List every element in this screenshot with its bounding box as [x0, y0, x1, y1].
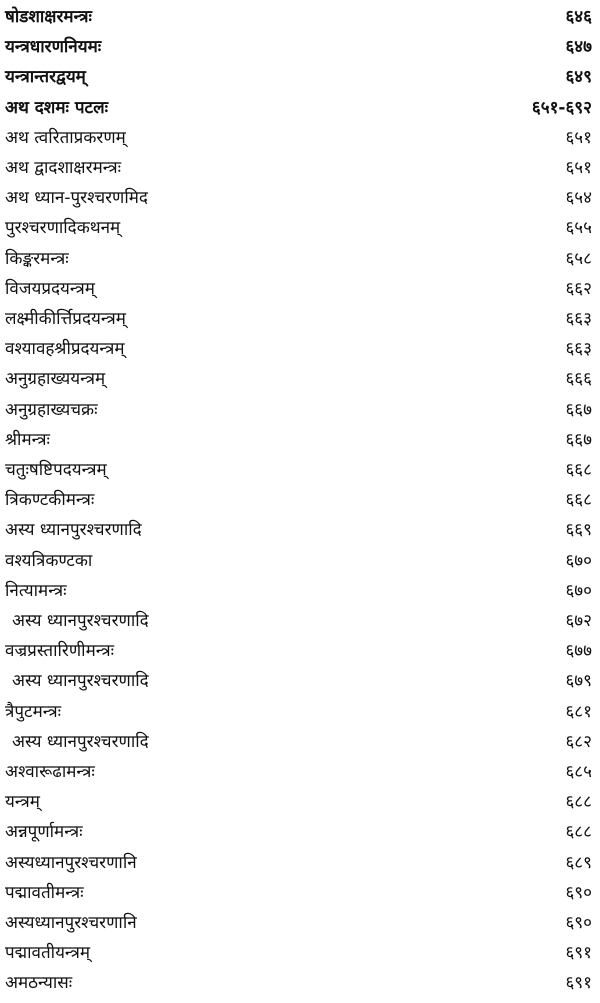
- toc-entry: [0, 365, 600, 394]
- toc-entry: [0, 33, 600, 62]
- toc-entry: [0, 547, 600, 576]
- toc-entry-page-number: ६५१: [565, 127, 592, 148]
- toc-entry-title: अमठन्यासः: [5, 973, 73, 994]
- toc-entry-title: अस्यध्यानपुरश्चरणानि: [5, 913, 137, 933]
- toc-entry-page-number: ६६८: [565, 490, 592, 511]
- toc-entry: [0, 214, 600, 243]
- toc-entry-page-number: ६६२: [565, 278, 592, 299]
- toc-entry-page-number: ६५५: [565, 218, 592, 239]
- toc-entry-title: पद्मावतीयन्त्रम्: [5, 943, 90, 964]
- toc-entry-title: अथ ध्यान-पुरश्चरणमिद: [5, 188, 148, 209]
- toc-entry-page-number: ६५१: [565, 158, 592, 178]
- toc-entry: [0, 909, 600, 938]
- toc-entry: [0, 486, 600, 515]
- toc-entry-page-number: ६७०: [565, 550, 592, 571]
- toc-entry-title: चतुःषष्टिपदयन्त्रम्: [5, 460, 107, 480]
- toc-entry-title: पुरश्चरणादिकथनम्: [5, 218, 121, 239]
- toc-entry-page-number: ६९१: [565, 973, 592, 994]
- toc-entry-page-number: ६८१: [565, 701, 592, 722]
- toc-entry-page-number: ६९०: [565, 882, 592, 903]
- toc-entry-page-number: ६९०: [565, 913, 592, 933]
- toc-entry-page-number: ६६३: [565, 339, 592, 360]
- toc-entry-title: अथ त्वरिताप्रकरणम्: [5, 127, 126, 148]
- toc-entry: [0, 607, 600, 636]
- toc-entry-page-number: ६७०: [565, 580, 592, 601]
- toc-entry: [0, 94, 600, 123]
- toc-entry: [0, 3, 600, 32]
- toc-entry-title: अस्य ध्यानपुरश्चरणादि: [5, 520, 142, 541]
- toc-entry-title: लक्ष्मीकीर्त्तिप्रदयन्त्रम्: [5, 309, 126, 329]
- toc-entry: [0, 969, 600, 998]
- toc-entry: [0, 154, 600, 183]
- toc-entry: [0, 63, 600, 92]
- toc-entry: [0, 818, 600, 847]
- toc-entry-title: यन्त्रम्: [5, 792, 40, 813]
- toc-entry-page-number: ६६७: [565, 429, 592, 450]
- toc-entry-page-number: ६६८: [565, 460, 592, 480]
- toc-entry: [0, 184, 600, 213]
- toc-entry: [0, 245, 600, 274]
- toc-entry-page-number: ६६९: [565, 520, 592, 541]
- toc-entry: [0, 788, 600, 817]
- toc-entry-title: त्रिकण्टकीमन्त्रः: [5, 490, 95, 511]
- toc-entry-title: किङ्करमन्त्रः: [5, 248, 69, 269]
- toc-entry-page-number: ६४७: [565, 37, 592, 58]
- toc-entry-title: श्रीमन्त्रः: [5, 429, 50, 450]
- toc-entry-title: षोडशाक्षरमन्त्रः: [5, 7, 92, 27]
- toc-entry-page-number: ६६६: [565, 369, 592, 390]
- toc-entry-page-number: ६६७: [565, 399, 592, 420]
- toc-entry-page-number: ६७९: [565, 671, 592, 692]
- toc-entry-title: अस्यध्यानपुरश्चरणानि: [5, 852, 137, 873]
- toc-entry: [0, 396, 600, 425]
- toc-entry: [0, 667, 600, 696]
- toc-entry: [0, 516, 600, 545]
- toc-entry: [0, 698, 600, 727]
- toc-entry-page-number: ६५८: [565, 248, 592, 269]
- toc-entry: [0, 939, 600, 968]
- toc-entry: [0, 637, 600, 666]
- toc-entry: [0, 426, 600, 455]
- toc-entry: [0, 879, 600, 908]
- toc-entry: [0, 577, 600, 606]
- toc-entry-title: अस्य ध्यानपुरश्चरणादि: [12, 671, 149, 692]
- toc-entry-title: अथ द्वादशाक्षरमन्त्रः: [5, 158, 122, 178]
- toc-entry-page-number: ६८५: [565, 762, 592, 782]
- toc-entry-title: अनुग्रहाख्यचक्रः: [5, 399, 98, 420]
- toc-entry-page-number: ६९१: [565, 943, 592, 964]
- toc-entry-page-number: ६८८: [565, 792, 592, 813]
- toc-entry-title: त्रैपुटमन्त्रः: [5, 701, 62, 722]
- toc-entry-page-number: ६५१-६९२: [531, 97, 592, 118]
- toc-entry-title: विजयप्रदयन्त्रम्: [5, 278, 95, 299]
- toc-entry: [0, 758, 600, 787]
- toc-entry-title: अस्य ध्यानपुरश्चरणादि: [12, 731, 149, 752]
- toc-entry-title: यन्त्रधारणनियमः: [5, 37, 102, 58]
- toc-entry-title: अनुग्रहाख्ययन्त्रम्: [5, 369, 106, 390]
- toc-entry: [0, 456, 600, 485]
- toc-entry: [0, 335, 600, 364]
- toc-entry: [0, 849, 600, 878]
- toc-entry: [0, 275, 600, 304]
- toc-entry-title: अश्वारूढामन्त्रः: [5, 762, 95, 782]
- toc-entry-page-number: ६६३: [565, 309, 592, 329]
- toc-entry-title: वश्यावहश्रीप्रदयन्त्रम्: [5, 339, 125, 360]
- toc-entry-page-number: ६५४: [565, 188, 592, 209]
- toc-entry-title: नित्यामन्त्रः: [5, 580, 67, 601]
- toc-entry-title: अन्नपूर्णामन्त्रः: [5, 822, 83, 843]
- toc-entry-page-number: ६८२: [565, 731, 592, 752]
- toc-entry-title: वज्रप्रस्तारिणीमन्त्रः: [5, 641, 115, 662]
- toc-entry-page-number: ६४९: [565, 67, 592, 88]
- toc-entry-title: अथ दशमः पटलः: [5, 97, 109, 118]
- toc-entry-page-number: ६७७: [565, 641, 592, 662]
- toc-entry-page-number: ६८९: [565, 852, 592, 873]
- toc-entry: [0, 305, 600, 334]
- toc-entry-page-number: ६८८: [565, 822, 592, 843]
- toc-entry-page-number: ६७२: [565, 611, 592, 631]
- toc-entry-page-number: ६४६: [565, 7, 592, 27]
- toc-entry-title: वश्यत्रिकण्टका: [5, 550, 93, 571]
- toc-entry-title: पद्मावतीमन्त्रः: [5, 882, 84, 903]
- toc-entry-title: यन्त्रान्तरद्वयम्: [5, 67, 86, 88]
- toc-entry: [0, 124, 600, 153]
- toc-entry: [0, 728, 600, 757]
- toc-entry-title: अस्य ध्यानपुरश्चरणादि: [12, 611, 149, 631]
